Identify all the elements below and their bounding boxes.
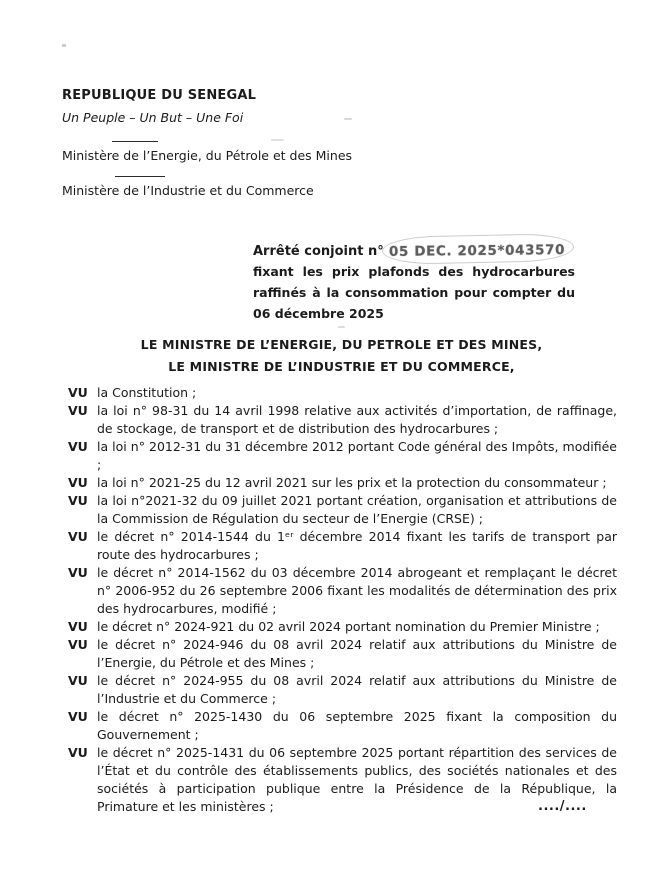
- issuing-ministers-heading: [20, 334, 663, 377]
- vu-item: [68, 564, 617, 618]
- vu-text: le décret n° 2024-921 du 02 avril 2024 portant nomination du Premier Ministre ;: [97, 619, 600, 634]
- vu-text: le décret n° 2024-955 du 08 avril 2024 relatif aux attributions du Ministre de l’Industrie et du Commerce ;: [97, 673, 617, 706]
- registration-stamp: [389, 240, 565, 259]
- decree-number-line: [253, 240, 575, 261]
- scan-artifact: [271, 139, 284, 141]
- registration-stamp-text: 05 DEC. 2025*043570: [388, 242, 565, 260]
- scan-artifact: [338, 326, 345, 328]
- vu-label: VU: [68, 745, 88, 760]
- vu-item: [68, 492, 617, 528]
- vu-text: la Constitution ;: [97, 385, 197, 400]
- vu-label: VU: [68, 385, 88, 400]
- vu-label: VU: [68, 529, 88, 544]
- vu-text: le décret n° 2014-1544 du 1ᵉʳ décembre 2014 fixant les tarifs de transport par route des hydrocarbures ;: [97, 529, 617, 562]
- decree-title-block: [253, 240, 575, 324]
- vu-text: la loi n° 2012-31 du 31 décembre 2012 portant Code général des Impôts, modifiée ;: [97, 439, 617, 472]
- national-motto: Un Peuple – Un But – Une Foi: [62, 110, 244, 125]
- vu-text: la loi n°2021-32 du 09 juillet 2021 portant création, organisation et attributions de la Commission de Régulation du secteur de l’Energie (CRSE) ;: [97, 493, 617, 526]
- vu-label: VU: [68, 439, 88, 454]
- vu-label: VU: [68, 619, 88, 634]
- minister-industry-heading: LE MINISTRE DE L’INDUSTRIE ET DU COMMERCE,: [168, 358, 515, 374]
- republic-title: REPUBLIQUE DU SENEGAL: [62, 88, 257, 103]
- scan-artifact: [62, 44, 66, 47]
- decree-subject: fixant les prix plafonds des hydrocarbures raffinés à la consommation pour compter du 06 décembre 2025: [253, 264, 575, 321]
- vu-text: le décret n° 2025-1430 du 06 septembre 2025 fixant la composition du Gouvernement ;: [97, 709, 617, 742]
- minister-energy-heading: LE MINISTRE DE L’ENERGIE, DU PETROLE ET DES MINES,: [140, 337, 543, 352]
- ministry-industry-label: Ministère de l’Industrie et du Commerce: [62, 183, 314, 198]
- continuation-mark: ..../....: [538, 799, 587, 814]
- vu-text: la loi n° 98-31 du 14 avril 1998 relative aux activités d’importation, de raffinage, de stockage, de transport et de distribution des hydrocarbures ;: [97, 403, 617, 436]
- divider-line: [112, 141, 158, 142]
- vu-text: le décret n° 2025-1431 du 06 septembre 2025 portant répartition des services de l’État et du contrôle des établissements publics, des sociétés nationales et des sociétés à participation publique entre la Présidence de la République, la Primature et les ministères ;: [97, 745, 617, 814]
- vu-text: le décret n° 2014-1562 du 03 décembre 2014 abrogeant et remplaçant le décret n° 2006-952 du 26 septembre 2006 fixant les modalités de détermination des prix des hydrocarbures, modifié ;: [97, 565, 617, 616]
- vu-label: VU: [68, 637, 88, 652]
- vu-item: [68, 474, 617, 492]
- vu-item: [68, 618, 617, 636]
- vu-item: [68, 636, 617, 672]
- vu-item: [68, 744, 617, 816]
- vu-item: [68, 384, 617, 402]
- vu-item: [68, 528, 617, 564]
- vu-item: [68, 402, 617, 438]
- vu-item: [68, 672, 617, 708]
- vu-label: VU: [68, 493, 88, 508]
- vu-text: la loi n° 2021-25 du 12 avril 2021 sur les prix et la protection du consommateur ;: [97, 475, 607, 490]
- vu-label: VU: [68, 673, 88, 688]
- decree-number-prefix: Arrêté conjoint n°: [253, 244, 384, 259]
- ministry-energy-label: Ministère de l’Energie, du Pétrole et des Mines: [62, 148, 353, 163]
- vu-label: VU: [68, 565, 88, 580]
- vu-label: VU: [68, 709, 88, 724]
- letterhead: [62, 88, 402, 198]
- vu-list: [68, 384, 617, 816]
- vu-item: [68, 438, 617, 474]
- vu-text: le décret n° 2024-946 du 08 avril 2024 relatif aux attributions du Ministre de l’Energie, du Pétrole et des Mines ;: [97, 637, 617, 670]
- vu-item: [68, 708, 617, 744]
- divider-line: [115, 176, 165, 177]
- vu-label: VU: [68, 403, 88, 418]
- vu-label: VU: [68, 475, 88, 490]
